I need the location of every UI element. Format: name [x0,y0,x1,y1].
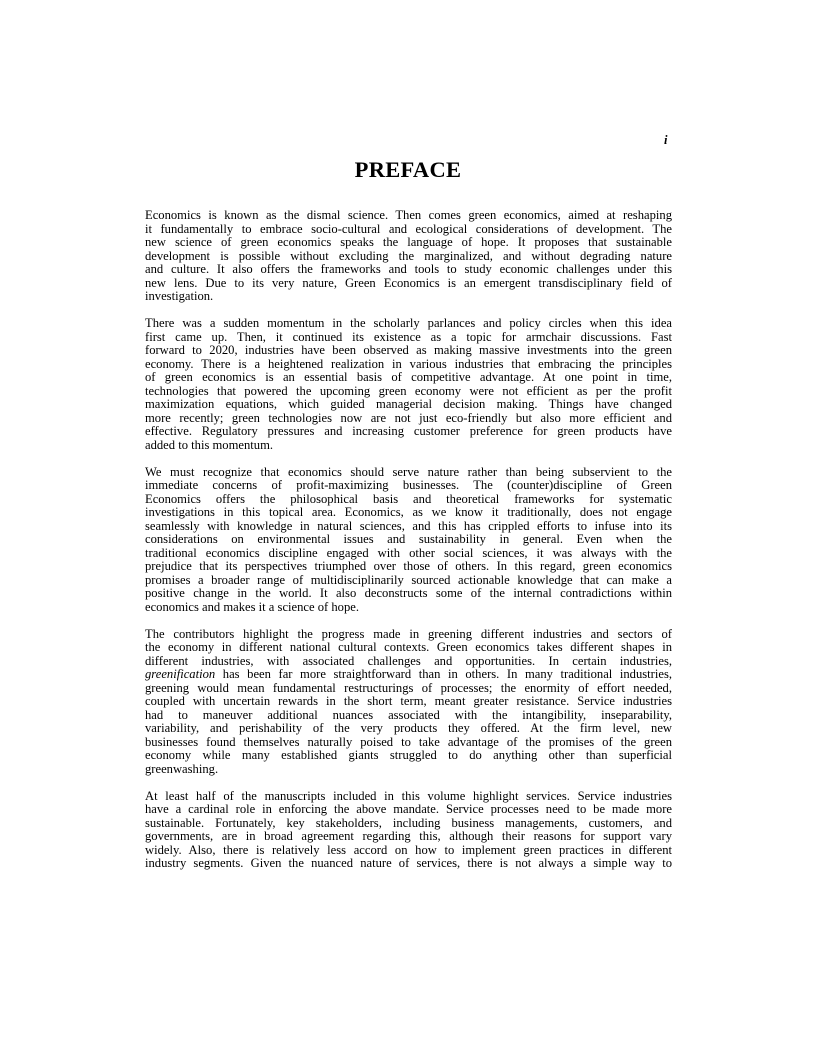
text-line: forward to 2020, industries have been observed as making massive investments into the green [145,343,672,357]
text-line: variability, and perishability of the very products they offered. At the firm level, new [145,721,672,735]
text-line: development is possible without excluding the marginalized, and without degrading nature [145,248,672,263]
text-line: economy while many established giants struggled to do anything other than superficial [145,748,672,762]
text-line: economics and makes it a science of hope. [145,599,360,614]
text-line: investigation. [145,289,214,303]
text-line: technologies that powered the upcoming green economy were not efficient as per the profit [145,383,672,398]
text-line: The contributors highlight the progress made in greening different industries and sectors of [145,626,672,641]
text-line: traditional economics discipline engaged with other social sciences, it was always with the [145,545,672,560]
paragraph [145,209,672,304]
text-line: new science of green economics speaks the language of hope. It proposes that sustainable [145,235,672,249]
text-line: had to maneuver additional nuances associated with the intangibility, inseparability, [145,707,672,722]
text-line: positive change in the world. It also deconstructs some of the internal contradictions within [145,586,672,600]
text-line: immediate concerns of profit-maximizing businesses. The (counter)discipline of Green [145,478,672,492]
text-line: effective. Regulatory pressures and increasing customer preference for green products have [145,424,672,438]
preface-body [145,209,672,884]
page-title: PREFACE [354,157,462,182]
text-line: promises a broader range of multidisciplinarily sourced actionable knowledge that can make a [145,572,672,587]
text-line: prejudice that its perspectives triumphed over those of others. In this regard, green economics [145,559,672,573]
text-line: of green economics is an essential basis of competitive advantage. At one point in time, [145,370,672,384]
text-line: There was a sudden momentum in the scholarly parlances and policy circles when this idea [145,316,672,330]
paragraph [145,466,672,615]
text-line: Economics offers the philosophical basis and theoretical frameworks for systematic [145,491,672,506]
text-line: economy. There is a heightened realization in various industries that embracing the principles [145,356,672,371]
text-line: businesses found themselves naturally poised to take advantage of the promises of the green [145,734,672,749]
text-line: more recently; green technologies now are not just eco-friendly but also more efficient and [145,410,672,425]
paragraph [145,317,672,452]
text-line: it fundamentally to embrace socio-cultural and ecological considerations of development. The [145,221,672,236]
text-line: new lens. Due to its very nature, Green Economics is an emergent transdisciplinary field of [145,275,672,290]
text-line: different industries, with associated challenges and opportunities. In certain industries, [145,653,672,668]
text-line: investigations in this topical area. Economics, as we know it traditionally, does not engage [145,505,672,519]
text-line [145,668,672,682]
italic-term: greenification [145,667,216,681]
text-line: Economics is known as the dismal science. Then comes green economics, aimed at reshaping [145,208,672,222]
text-line: added to this momentum. [145,437,274,452]
text-line: sustainable. Fortunately, key stakeholders, including business managements, customers, and [145,815,672,830]
text-line: the economy in different national cultural contexts. Green economics takes different shapes in [145,640,672,654]
text-line: have a cardinal role in enforcing the above mandate. Service processes need to be made more [145,802,672,816]
text-line: widely. Also, there is relatively less accord on how to implement green practices in different [145,842,672,857]
text-line: seamlessly with knowledge in natural sciences, and this has crippled efforts to infuse into its [145,518,672,533]
text-line: coupled with uncertain rewards in the short term, meant greater resistance. Service industries [145,694,672,708]
text-line: maximization equations, which guided managerial decision making. Things have changed [145,397,672,411]
text-line: At least half of the manuscripts included in this volume highlight services. Service industries [145,788,672,803]
text-line: and culture. It also offers the frameworks and tools to study economic challenges under this [145,262,672,276]
text-line: greenwashing. [145,761,219,776]
paragraph [145,628,672,777]
page-number: i [664,133,668,147]
paragraph [145,790,672,871]
text-line: governments, are in broad agreement regarding this, although their reasons for support vary [145,829,672,843]
line-text: has been far more straightforward than in others. In many traditional industries, [215,667,672,681]
text-line: first came up. Then, it continued its existence as a topic for armchair discussions. Fast [145,329,672,344]
text-line: greening would mean fundamental restructurings of processes; the enormity of effort needed, [145,680,672,695]
text-line: We must recognize that economics should serve nature rather than being subservient to the [145,464,672,479]
text-line: considerations on environmental issues and sustainability in general. Even when the [145,532,672,546]
text-line: industry segments. Given the nuanced nature of services, there is not always a simple way to [145,856,672,870]
